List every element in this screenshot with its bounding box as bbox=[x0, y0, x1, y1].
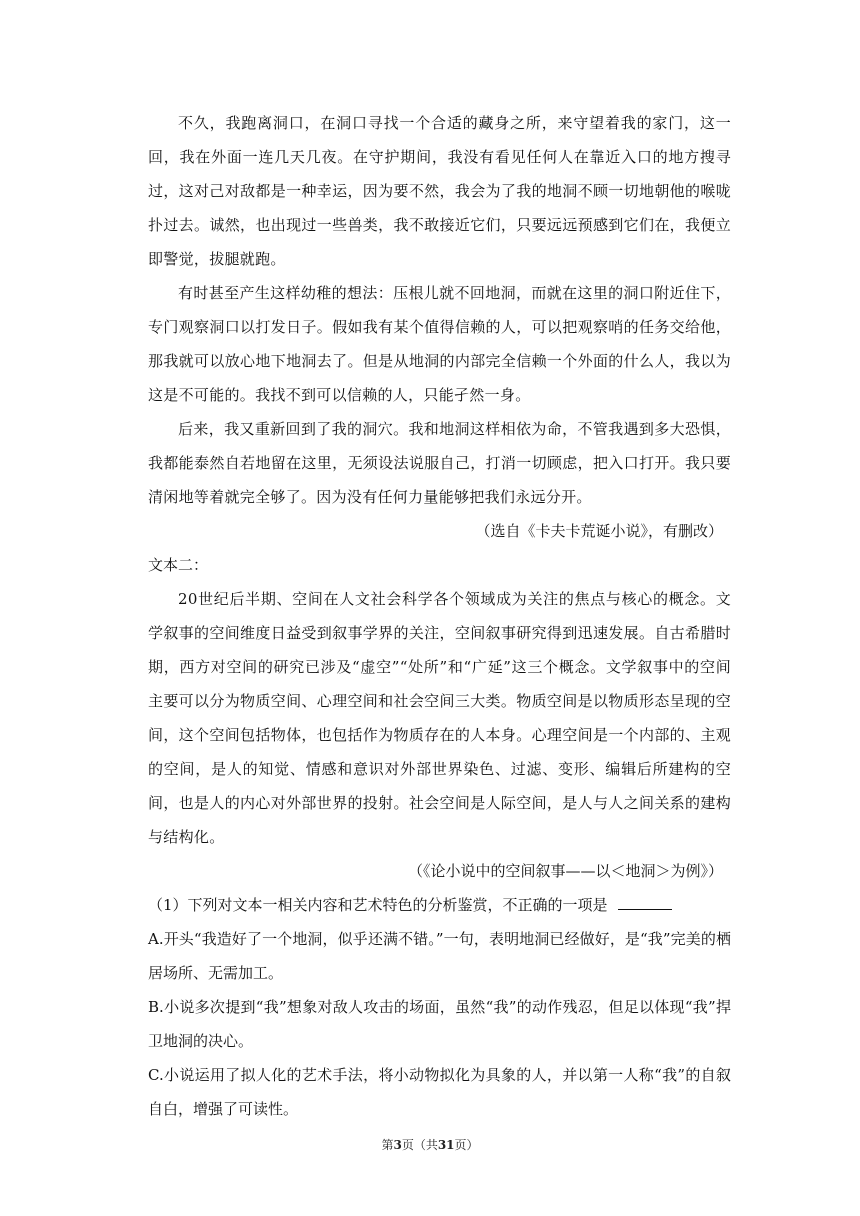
question-stem-text: （1）下列对文本一相关内容和艺术特色的分析鉴赏，不正确的一项是 bbox=[148, 896, 608, 914]
question-stem bbox=[148, 888, 731, 922]
answer-blank[interactable] bbox=[618, 891, 672, 910]
page-content bbox=[148, 106, 731, 1126]
footer-page-number: 3 bbox=[393, 1138, 402, 1152]
option-b: B.小说多次提到“我”想象对敌人攻击的场面，虽然“我”的动作残忍，但足以体现“我”捍卫地洞的决心。 bbox=[148, 998, 731, 1050]
option-a: A.开头“我造好了一个地洞，似乎还满不错。”一句，表明地洞已经做好，是“我”完美的栖居场所、无需加工。 bbox=[148, 930, 731, 982]
page-footer bbox=[0, 1136, 860, 1153]
footer-middle: 页（共 bbox=[401, 1138, 438, 1152]
footer-suffix: 页） bbox=[454, 1138, 479, 1152]
option-c: C.小说运用了拟人化的艺术手法，将小动物拟化为具象的人，并以第一人称“我”的自叙自白，增强了可读性。 bbox=[148, 1066, 731, 1118]
text2-source: （《论小说中的空间叙事——以＜地洞＞为例》） bbox=[407, 862, 723, 880]
text1-paragraph-1: 不久，我跑离洞口，在洞口寻找一个合适的藏身之所，来守望着我的家门，这一回，我在外面一连几天几夜。在守护期间，我没有看见任何人在靠近入口的地方搜寻过，这对己对敌都是一种幸运，因为要不然，我会为了我的地洞不顾一切地朝他的喉咙扑过去。诚然，也出现过一些兽类，我不敢接近它们，只要远远预感到它们在，我便立即警觉，拔腿就跑。 bbox=[148, 114, 731, 268]
text1-paragraph-3: 后来，我又重新回到了我的洞穴。我和地洞这样相依为命，不管我遇到多大恐惧，我都能泰然自若地留在这里，无须设法说服自己，打消一切顾虑，把入口打开。我只要清闲地等着就完全够了。因为没有任何力量能够把我们永远分开。 bbox=[148, 420, 731, 506]
text1-paragraph-2: 有时甚至产生这样幼稚的想法：压根儿就不回地洞，而就在这里的洞口附近住下，专门观察洞口以打发日子。假如我有某个值得信赖的人，可以把观察哨的任务交给他，那我就可以放心地下地洞去了。但是从地洞的内部完全信赖一个外面的什么人，我以为这是不可能的。我找不到可以信赖的人，只能孑然一身。 bbox=[148, 284, 731, 404]
text1-source: （选自《卡夫卡荒诞小说》，有删改） bbox=[475, 522, 723, 540]
footer-prefix: 第 bbox=[381, 1138, 394, 1152]
text2-paragraph: 20世纪后半期、空间在人文社会科学各个领域成为关注的焦点与核心的概念。文学叙事的空间维度日益受到叙事学界的关注，空间叙事研究得到迅速发展。自古希腊时期，西方对空间的研究已涉及“虚空”“处所”和“广延”这三个概念。文学叙事中的空间主要可以分为物质空间、心理空间和社会空间三大类。物质空间是以物质形态呈现的空间，这个空间包括物体，也包括作为物质存在的人本身。心理空间是一个内部的、主观的空间，是人的知觉、情感和意识对外部世界染色、过滤、变形、编辑后所建构的空间，也是人的内心对外部世界的投射。社会空间是人际空间，是人与人之间关系的建构与结构化。 bbox=[148, 590, 731, 846]
text2-label: 文本二： bbox=[148, 556, 209, 574]
footer-total-pages: 31 bbox=[437, 1138, 455, 1152]
